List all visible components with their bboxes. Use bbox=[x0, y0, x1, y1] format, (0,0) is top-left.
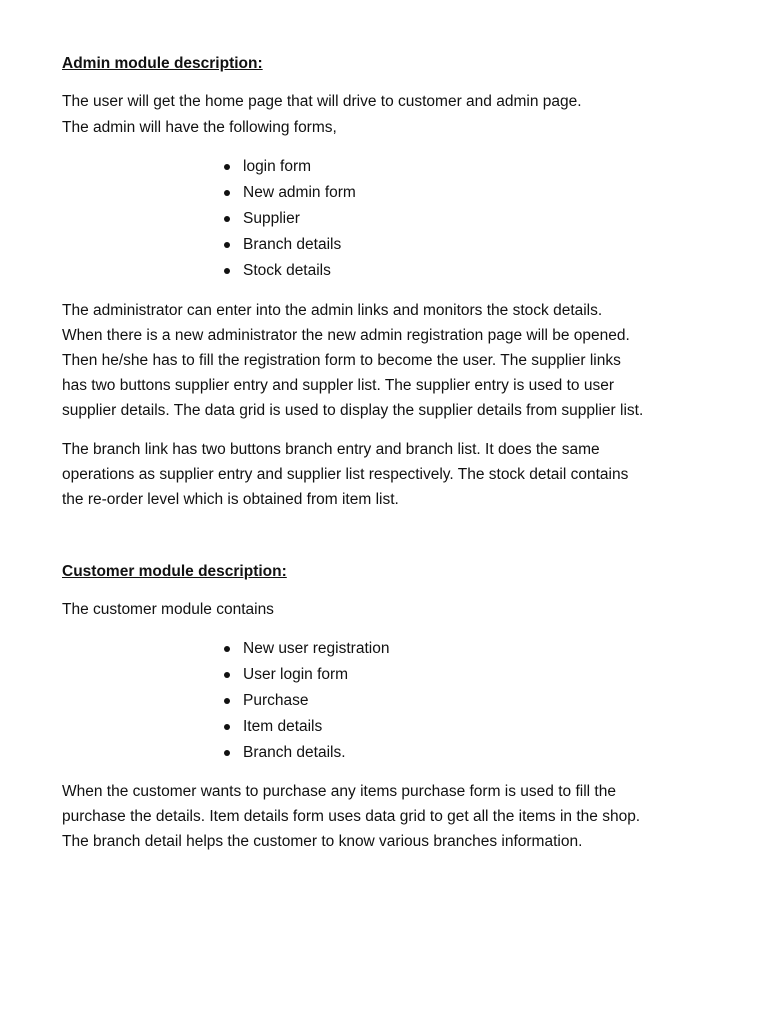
list-item-label: User login form bbox=[243, 666, 349, 683]
customer-intro-line: The customer module contains bbox=[62, 601, 274, 618]
admin-paragraph-line: The branch link has two buttons branch entry and branch list. It does the same bbox=[62, 441, 600, 458]
admin-paragraph-line: Then he/she has to fill the registration form to become the user. The supplier links bbox=[62, 352, 621, 369]
bullet-icon bbox=[224, 190, 230, 196]
list-item-label: Branch details bbox=[243, 236, 342, 253]
customer-module-heading: Customer module description: bbox=[62, 563, 287, 580]
admin-module-heading: Admin module description: bbox=[62, 55, 263, 72]
customer-paragraph-line: The branch detail helps the customer to know various branches information. bbox=[62, 833, 583, 850]
admin-paragraph-line: has two buttons supplier entry and suppler list. The supplier entry is used to user bbox=[62, 377, 614, 394]
admin-intro-line: The user will get the home page that will drive to customer and admin page. bbox=[62, 93, 582, 110]
admin-paragraph-line: the re-order level which is obtained from item list. bbox=[62, 491, 399, 508]
customer-paragraph-line: When the customer wants to purchase any items purchase form is used to fill the bbox=[62, 783, 616, 800]
list-item-label: Purchase bbox=[243, 692, 309, 709]
list-item-label: Item details bbox=[243, 718, 323, 735]
list-item-label: Supplier bbox=[243, 210, 300, 227]
bullet-icon bbox=[224, 164, 230, 170]
bullet-icon bbox=[224, 646, 230, 652]
bullet-icon bbox=[224, 242, 230, 248]
admin-paragraph-line: The administrator can enter into the admin links and monitors the stock details. bbox=[62, 302, 603, 319]
bullet-icon bbox=[224, 268, 230, 274]
admin-paragraph-line: supplier details. The data grid is used to display the supplier details from supplier list. bbox=[62, 402, 644, 419]
list-item-label: New user registration bbox=[243, 640, 390, 657]
customer-paragraph-line: purchase the details. Item details form uses data grid to get all the items in the shop. bbox=[62, 808, 641, 825]
bullet-icon bbox=[224, 750, 230, 756]
list-item-label: Stock details bbox=[243, 262, 331, 279]
admin-intro-line: The admin will have the following forms, bbox=[62, 119, 337, 136]
list-item-label: Branch details. bbox=[243, 744, 346, 761]
bullet-icon bbox=[224, 216, 230, 222]
bullet-icon bbox=[224, 672, 230, 678]
admin-paragraph-line: operations as supplier entry and supplier list respectively. The stock detail contains bbox=[62, 466, 629, 483]
bullet-icon bbox=[224, 724, 230, 730]
bullet-icon bbox=[224, 698, 230, 704]
list-item-label: New admin form bbox=[243, 184, 356, 201]
list-item-label: login form bbox=[243, 158, 312, 175]
admin-paragraph-line: When there is a new administrator the new admin registration page will be opened. bbox=[62, 327, 630, 344]
